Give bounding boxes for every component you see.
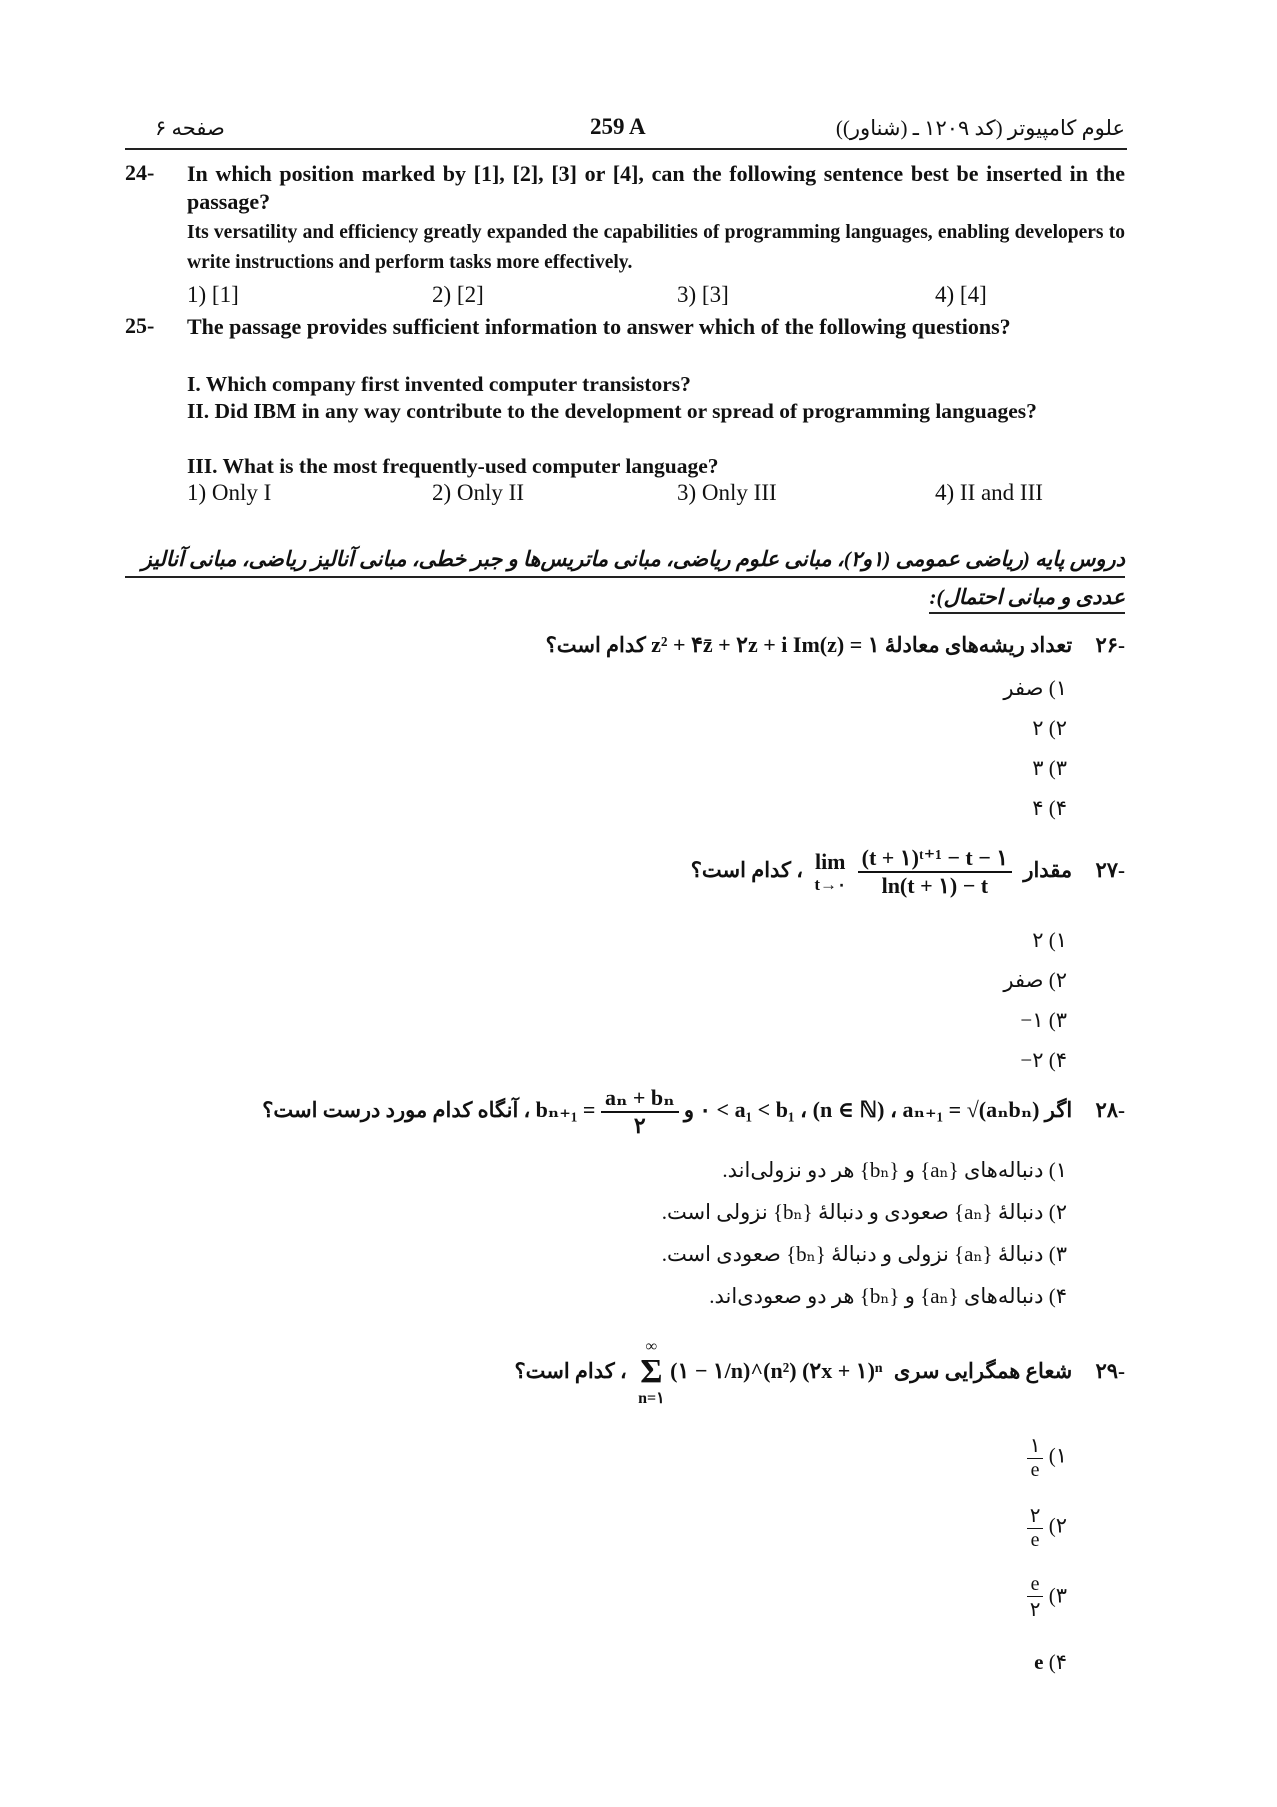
q26-option-4[interactable]: ۴) ۴ xyxy=(1032,796,1067,820)
question-number: -۲۷ xyxy=(1095,858,1125,883)
q26-option-1[interactable]: ۱) صفر xyxy=(1003,676,1067,700)
fraction-denominator: ln(t + ۱) − t xyxy=(881,873,989,898)
question-number: -۲۸ xyxy=(1095,1098,1125,1123)
question-number: -۲۹ xyxy=(1095,1359,1125,1384)
option-2[interactable]: 2) [2] xyxy=(432,282,484,307)
q26-option-3[interactable]: ۳) ۳ xyxy=(1032,756,1067,780)
q27-option-4[interactable]: ۴) ۲− xyxy=(1020,1048,1067,1072)
q29-option-4[interactable]: ۴) e xyxy=(1034,1650,1067,1674)
q27-option-3[interactable]: ۳) ۱− xyxy=(1020,1008,1067,1032)
section-title xyxy=(125,544,1125,614)
fraction-denominator: ۲ xyxy=(633,1113,646,1138)
booklet-code: 259 A xyxy=(590,114,646,139)
question-text: In which position marked by [1], [2], [3] or [4], can the following sentence best be inserted in the passage? xyxy=(187,161,1125,214)
question-28 xyxy=(262,1085,1125,1139)
condition-expression: ۰ < a₁ < b₁ ، (n ∈ ℕ) ، aₙ₊₁ = √(aₙbₙ) xyxy=(699,1097,1040,1123)
section-title-line-2: عددی و مبانی احتمال): xyxy=(929,582,1125,614)
series-upper-limit: ∞ xyxy=(645,1338,658,1355)
question-text-after: ، کدام است؟ xyxy=(690,858,804,883)
option-4[interactable]: 4) [4] xyxy=(935,282,987,307)
page-header xyxy=(125,116,1125,146)
options-row xyxy=(187,282,1125,312)
page-number: صفحه ۶ xyxy=(155,116,225,140)
question-number: 25- xyxy=(125,313,155,338)
q29-option-2[interactable]: ۲) ۲ e xyxy=(1027,1503,1067,1552)
question-item-1: I. Which company first invented computer transistors? xyxy=(187,372,691,396)
b-definition: bₙ₊₁ = $\frac{\text{aₙ + bₙ}}{۲}$ xyxy=(536,1085,679,1139)
series-expression xyxy=(638,1338,883,1408)
question-text-after: کدام است؟ xyxy=(545,633,646,657)
option-1[interactable]: 1) [1] xyxy=(187,282,239,307)
question-24 xyxy=(125,160,1125,307)
course-title: علوم کامپیوتر (کد ۱۲۰۹ ـ (شناور)) xyxy=(835,116,1125,140)
options-row xyxy=(187,480,1125,510)
q28-option-3[interactable]: ۳) دنبالهٔ {aₙ} نزولی و دنبالهٔ {bₙ} صعودی است. xyxy=(661,1242,1067,1266)
lim-subscript: t→۰ xyxy=(814,875,847,894)
q29-option-3[interactable]: ۳) e ۲ xyxy=(1027,1573,1067,1622)
series-body: (۱ − ۱/n)^(n²) (۲x + ۱)ⁿ xyxy=(670,1358,883,1384)
q28-option-4[interactable]: ۴) دنباله‌های {aₙ} و {bₙ} هر دو صعودی‌اند. xyxy=(709,1284,1067,1308)
question-29 xyxy=(514,1338,1125,1408)
option-2[interactable]: 2) Only II xyxy=(432,480,524,505)
question-text-before: مقدار xyxy=(1023,858,1073,883)
option-3[interactable]: 3) [3] xyxy=(677,282,729,307)
question-number: -۲۶ xyxy=(1095,633,1125,657)
question-text: The passage provides sufficient information to answer which of the following questions? xyxy=(187,314,1011,339)
section-title-line-1: دروس پایه (ریاضی عمومی (۱و۲)، مبانی علوم ریاضی، مبانی ماتریس‌ها و جبر خطی، مبانی آنالیز ریاضی، مبانی آنالیز xyxy=(125,544,1125,578)
question-text-before: تعداد ریشه‌های معادلهٔ xyxy=(884,633,1073,657)
q29-option-1[interactable]: ۱) ۱ e xyxy=(1027,1433,1067,1482)
sigma-symbol: Σ xyxy=(640,1353,663,1390)
question-number: 24- xyxy=(125,160,155,185)
q27-option-1[interactable]: ۱) ۲ xyxy=(1032,928,1067,952)
question-text-after: ، آنگاه کدام مورد درست است؟ xyxy=(262,1098,531,1123)
question-item-3: III. What is the most frequently-used computer language? xyxy=(187,454,719,478)
q27-option-2[interactable]: ۲) صفر xyxy=(1003,968,1067,992)
inserted-sentence: Its versatility and efficiency greatly expanded the capabilities of programming languages, enabling developers to write instructions and perform tasks more effectively. xyxy=(187,222,1125,273)
option-4[interactable]: 4) II and III xyxy=(935,480,1043,505)
option-1[interactable]: 1) Only I xyxy=(187,480,272,505)
equation: z² + ۴z̄ + ۲z + i Im(z) = ۱ xyxy=(651,632,880,657)
q28-option-1[interactable]: ۱) دنباله‌های {aₙ} و {bₙ} هر دو نزولی‌اند. xyxy=(722,1158,1067,1182)
question-25 xyxy=(125,313,1125,503)
question-text-before: شعاع همگرایی سری xyxy=(893,1359,1073,1384)
fraction-numerator: aₙ + bₙ xyxy=(601,1085,679,1113)
series-lower-limit: n=۱ xyxy=(638,1390,665,1407)
conjunction: و xyxy=(683,1098,694,1123)
q28-option-2[interactable]: ۲) دنبالهٔ {aₙ} صعودی و دنبالهٔ {bₙ} نزولی است. xyxy=(661,1200,1067,1224)
fraction-numerator: (t + ۱)ᵗ⁺¹ − t − ۱ xyxy=(858,845,1012,873)
lim-label: lim xyxy=(814,849,846,874)
question-text-after: ، کدام است؟ xyxy=(514,1359,627,1384)
limit-expression xyxy=(814,845,1012,899)
q26-option-2[interactable]: ۲) ۲ xyxy=(1032,716,1067,740)
question-26 xyxy=(546,632,1125,658)
header-rule xyxy=(125,148,1127,150)
question-text-before: اگر xyxy=(1044,1098,1073,1123)
question-item-2: II. Did IBM in any way contribute to the development or spread of programming languages? xyxy=(187,399,1037,423)
question-27 xyxy=(691,845,1125,899)
option-3[interactable]: 3) Only III xyxy=(677,480,777,505)
